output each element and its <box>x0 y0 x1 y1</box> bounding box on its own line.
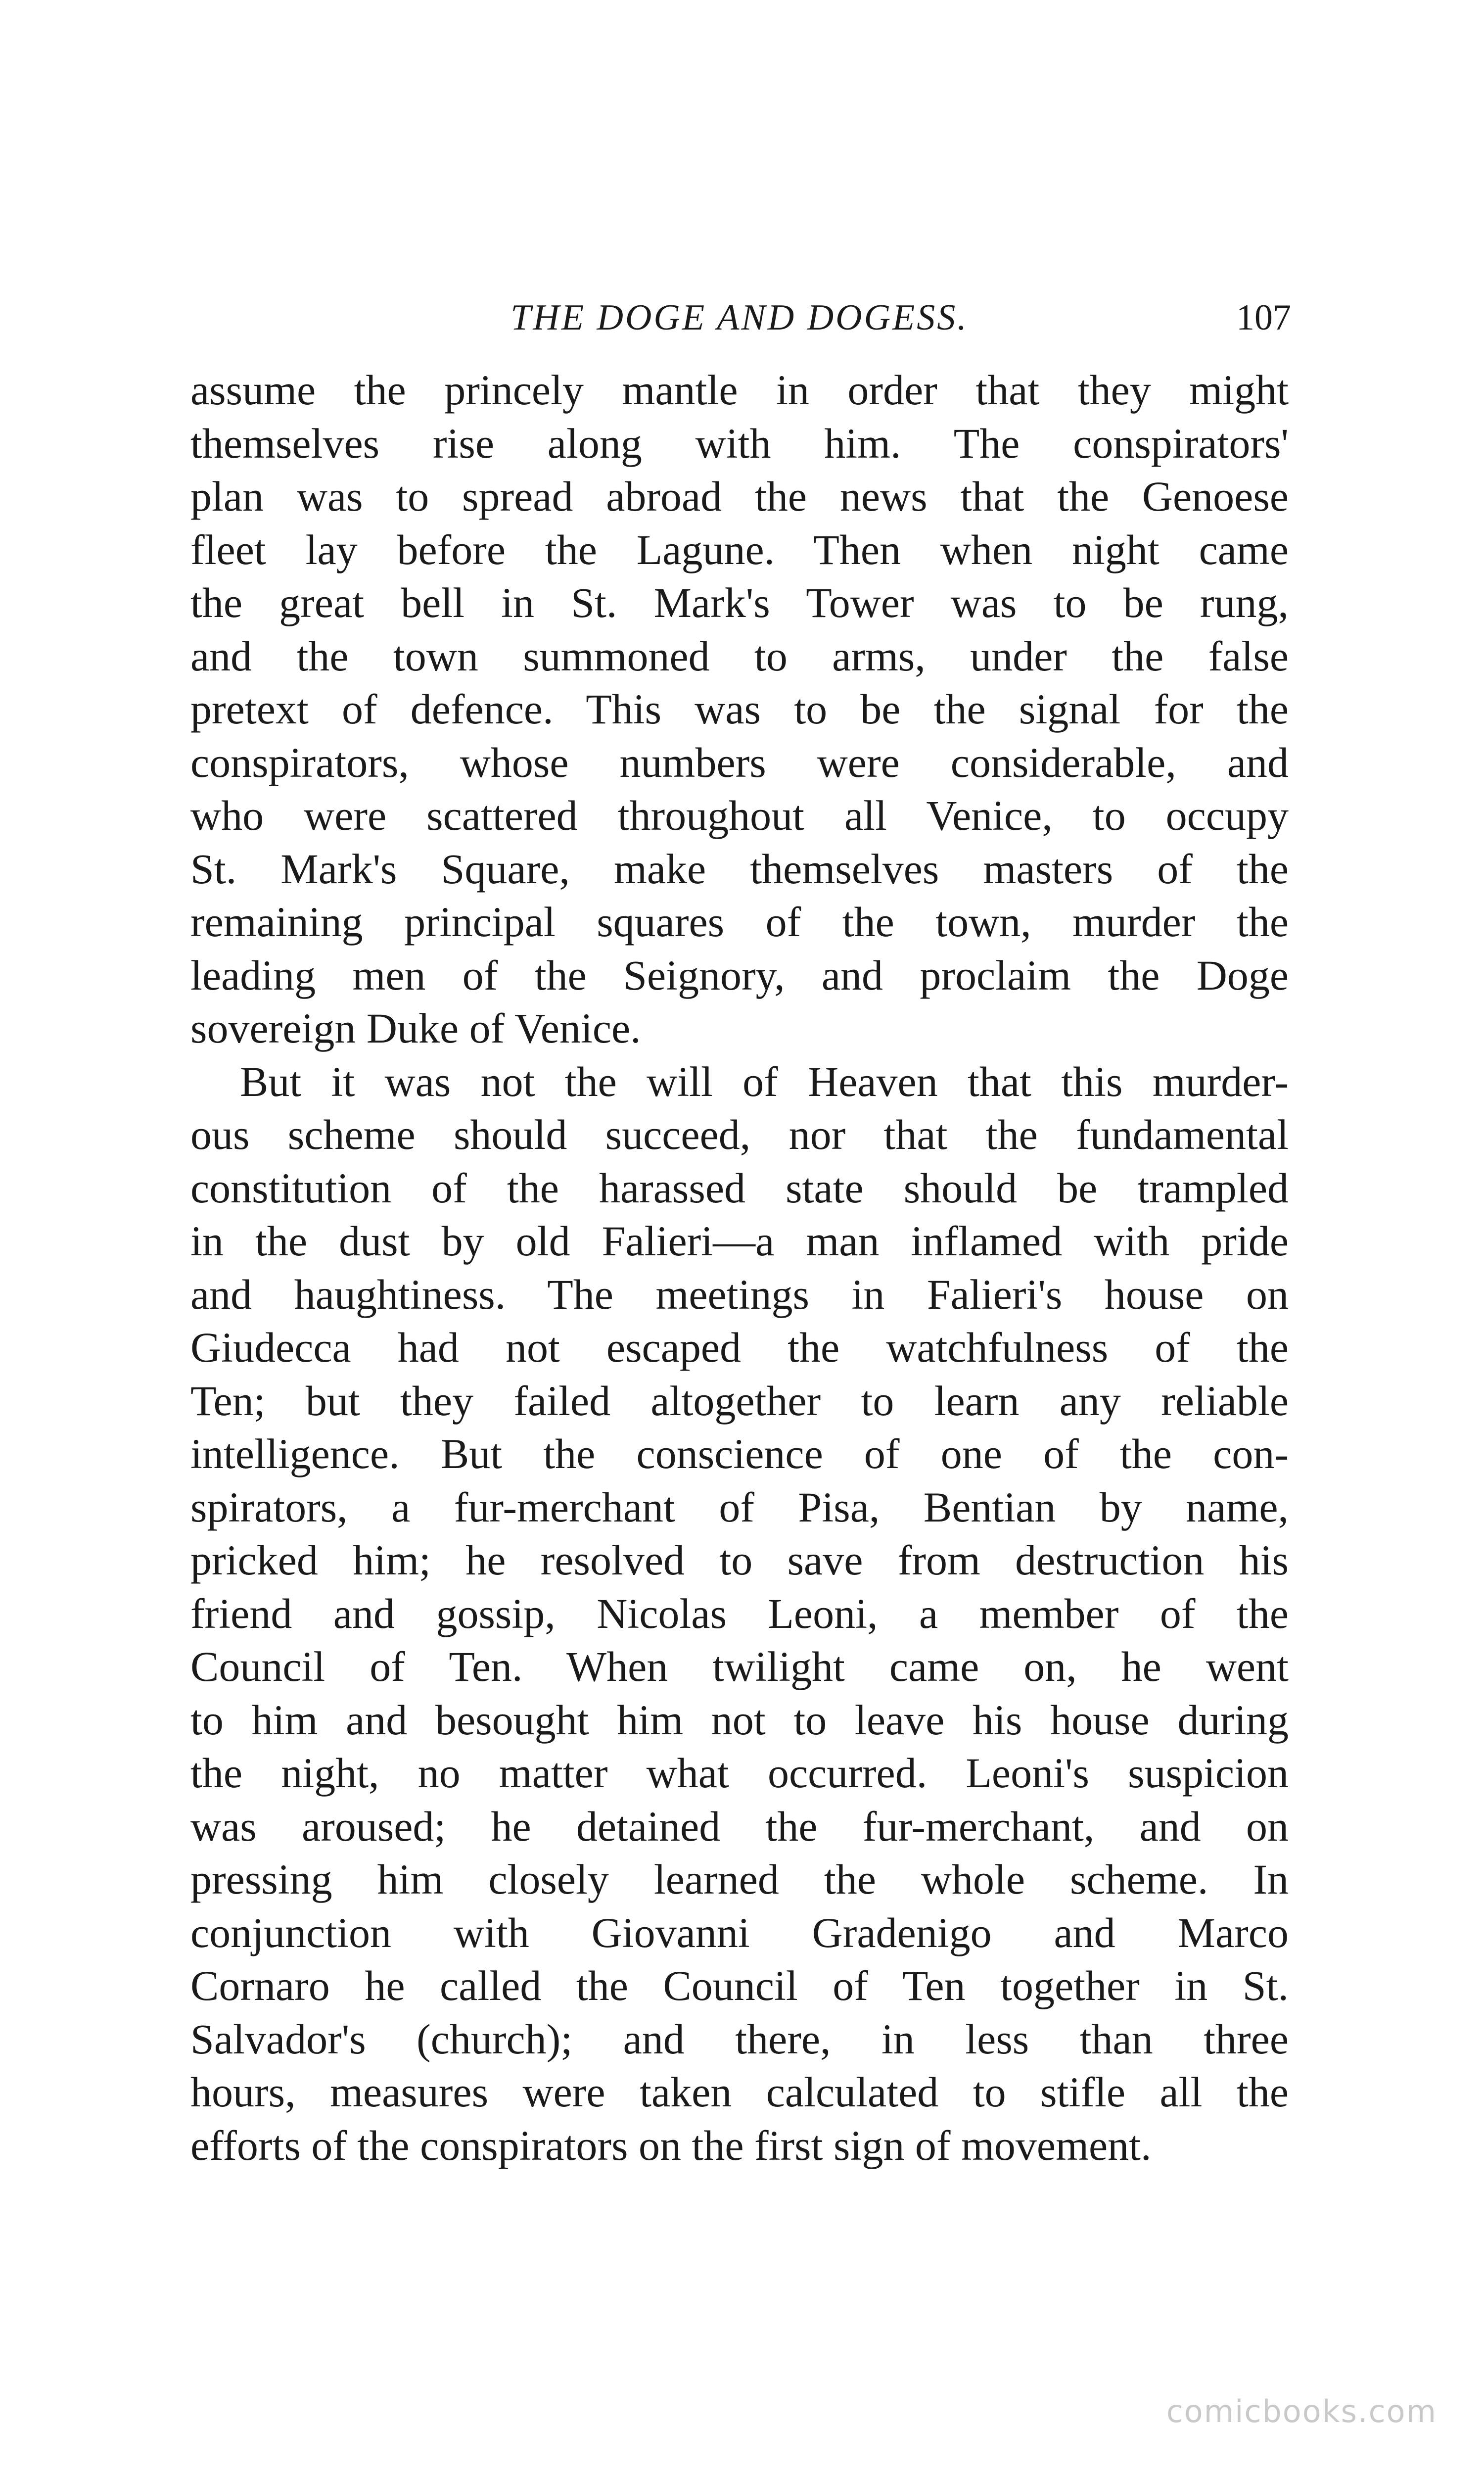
text-line: constitution of the harassed state should be trampled <box>190 1164 1289 1212</box>
text-line: Council of Ten. When twilight came on, he went <box>190 1643 1289 1690</box>
text-line: and haughtiness. The meetings in Falieri's house on <box>190 1270 1289 1318</box>
text-line: conspirators, whose numbers were considerable, and <box>190 738 1289 786</box>
text-line: St. Mark's Square, make themselves masters of the <box>190 845 1289 893</box>
body-text <box>190 364 1289 2172</box>
text-line: to him and besought him not to leave his house during <box>190 1696 1289 1744</box>
text-line: fleet lay before the Lagune. Then when night came <box>190 525 1289 573</box>
text-line: the great bell in St. Mark's Tower was to be rung, <box>190 579 1289 626</box>
text-line: and the town summoned to arms, under the false <box>190 632 1289 680</box>
text-line: Cornaro he called the Council of Ten together in St. <box>190 1962 1289 2009</box>
text-line: Giudecca had not escaped the watchfulness of the <box>190 1324 1289 1371</box>
text-line: intelligence. But the conscience of one of the con- <box>190 1430 1289 1477</box>
text-line: ous scheme should succeed, nor that the fundamental <box>190 1111 1289 1158</box>
text-line: assume the princely mantle in order that they might <box>190 366 1289 414</box>
text-line: pricked him; he resolved to save from destruction his <box>190 1536 1289 1584</box>
text-line: pressing him closely learned the whole scheme. In <box>190 1856 1289 1903</box>
text-line: themselves rise along with him. The conspirators' <box>190 419 1289 467</box>
text-line: Salvador's (church); and there, in less than three <box>190 2015 1289 2063</box>
text-line: conjunction with Giovanni Gradenigo and Marco <box>190 1908 1289 1956</box>
text-line: in the dust by old Falieri—a man inflamed with pride <box>190 1217 1289 1265</box>
text-line: plan was to spread abroad the news that the Genoese <box>190 473 1289 520</box>
text-line: pretext of defence. This was to be the signal for the <box>190 685 1289 733</box>
text-line: was aroused; he detained the fur-merchant, and on <box>190 1802 1289 1850</box>
page-number: 107 <box>1236 297 1291 338</box>
text-line: Ten; but they failed altogether to learn any reliable <box>190 1377 1289 1425</box>
text-line: sovereign Duke of Venice. <box>190 1004 641 1052</box>
text-line: efforts of the conspirators on the first sign of movement. <box>190 2121 1152 2169</box>
text-line: hours, measures were taken calculated to stifle all the <box>190 2068 1289 2116</box>
text-line: But it was not the will of Heaven that this murder- <box>240 1057 1289 1105</box>
running-title: THE DOGE AND DOGESS. <box>510 297 969 338</box>
text-line: who were scattered throughout all Venice, to occupy <box>190 792 1289 839</box>
text-line: remaining principal squares of the town, murder the <box>190 898 1289 946</box>
paragraph <box>190 1055 1289 2173</box>
watermark: comicbooks.com <box>1166 2393 1437 2429</box>
text-line: leading men of the Seignory, and proclaim the Doge <box>190 951 1289 999</box>
text-line: spirators, a fur-merchant of Pisa, Bentian by name, <box>190 1483 1289 1531</box>
text-line: the night, no matter what occurred. Leoni's suspicion <box>190 1749 1289 1797</box>
running-head <box>188 293 1291 342</box>
paragraph <box>190 364 1289 1055</box>
text-line: friend and gossip, Nicolas Leoni, a member of the <box>190 1589 1289 1637</box>
